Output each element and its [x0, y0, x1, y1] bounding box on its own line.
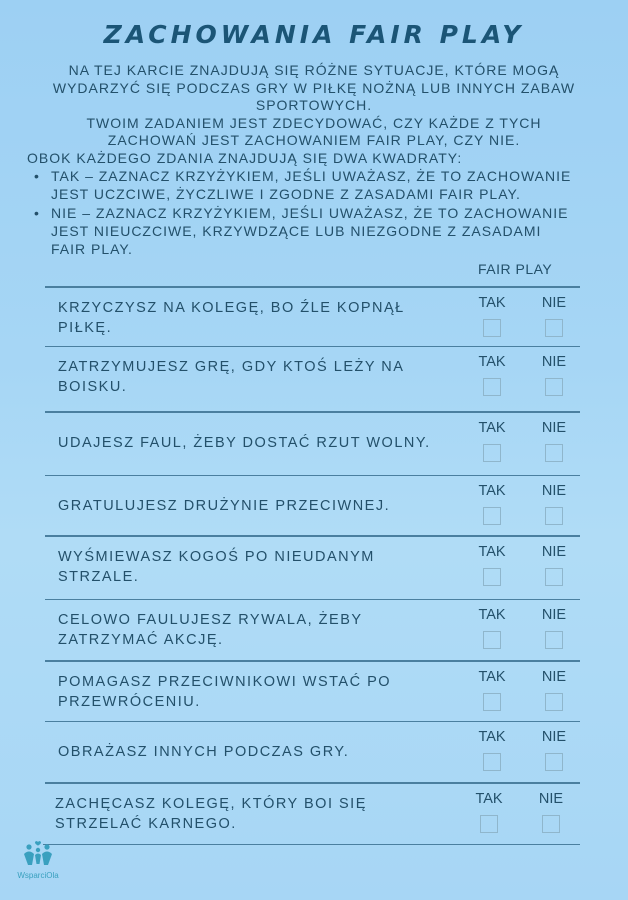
behaviour-text: ZATRZYMUJESZ GRĘ, GDY KTOŚ LEŻY NA BOISKU. [58, 359, 405, 395]
nie-checkbox[interactable] [545, 693, 563, 711]
behaviour-text: KRZYCZYSZ NA KOLEGĘ, BO ŹLE KOPNĄŁ PIŁKĘ. [58, 299, 405, 336]
intro-line: ZACHOWAŃ JEST ZACHOWANIEM FAIR PLAY, CZY NIE. [107, 132, 521, 148]
nie-checkbox[interactable] [545, 444, 563, 462]
logo [14, 840, 62, 880]
page-title: ZACHOWANIA FAIR PLAY [103, 20, 525, 49]
table-row [45, 347, 580, 411]
tak-checkbox[interactable] [483, 444, 501, 462]
behaviour-text: ZACHĘCASZ KOLEGĘ, KTÓRY BOI SIĘ STRZELAĆ KARNEGO. [55, 795, 367, 832]
behaviour-text: GRATULUJESZ DRUŻYNIE PRZECIWNEJ. [58, 498, 391, 514]
tak-label: TAK [475, 790, 503, 807]
behaviour-text: UDAJESZ FAUL, ŻEBY DOSTAĆ RZUT WOLNY. [58, 434, 431, 451]
instruction-tak: • TAK – ZAZNACZ KRZYŻYKIEM, JEŚLI UWAŻASZ, ŻE TO ZACHOWANIE JEST UCZCIWE, ŻYCZLIWE I ZGODNE Z ZASADAMI FAIR PLAY. [34, 168, 572, 202]
fair-play-column-header: FAIR PLAY [478, 261, 553, 277]
table-row [45, 600, 580, 660]
tak-label: TAK [478, 419, 506, 436]
intro-text [20, 62, 608, 150]
tak-checkbox[interactable] [483, 693, 501, 711]
table-row [45, 476, 580, 535]
tak-checkbox[interactable] [483, 378, 501, 396]
logo-label: WsparciOla [17, 871, 59, 880]
nie-label: NIE [541, 419, 567, 436]
nie-label: NIE [541, 607, 567, 623]
tak-label: TAK [478, 729, 506, 745]
nie-checkbox[interactable] [545, 507, 563, 525]
behaviour-table [45, 286, 580, 845]
nie-label: NIE [541, 354, 567, 370]
instructions-list [32, 167, 602, 259]
instruction-nie: • NIE – ZAZNACZ KRZYŻYKIEM, JEŚLI UWAŻASZ, ŻE TO ZACHOWANIE JEST NIEUCZCIWE, KRZYWDZĄCE LUB NIEZGODNE Z ZASADAMI FAIR PLAY. [34, 205, 569, 257]
table-row [45, 722, 580, 782]
behaviour-text: WYŚMIEWASZ KOGOŚ PO NIEUDANYM STRZALE. [58, 548, 375, 585]
behaviour-text: OBRAŻASZ INNYCH PODCZAS GRY. [58, 744, 350, 760]
intro-line: TWOIM ZADANIEM JEST ZDECYDOWAĆ, CZY KAŻDE Z TYCH [86, 114, 542, 131]
table-row [45, 784, 580, 844]
table-row [45, 288, 580, 346]
nie-checkbox[interactable] [545, 378, 563, 396]
table-row [45, 413, 580, 475]
tak-label: TAK [478, 354, 506, 370]
tak-label: TAK [478, 668, 506, 685]
bullet-icon: • [34, 168, 40, 184]
tak-label: TAK [478, 483, 506, 499]
nie-label: NIE [541, 668, 567, 685]
tak-checkbox[interactable] [483, 753, 501, 771]
table-row [45, 537, 580, 599]
intro-line: SPORTOWYCH. [255, 97, 373, 113]
nie-label: NIE [538, 790, 564, 807]
nie-checkbox[interactable] [545, 631, 563, 649]
tak-checkbox[interactable] [483, 507, 501, 525]
nie-label: NIE [541, 483, 567, 499]
nie-checkbox[interactable] [545, 319, 563, 337]
nie-label: NIE [541, 543, 567, 560]
behaviour-text: CELOWO FAULUJESZ RYWALA, ŻEBY ZATRZYMAĆ AKCJĘ. [58, 612, 363, 648]
family-heart-icon [23, 840, 53, 866]
tak-checkbox[interactable] [483, 631, 501, 649]
instructions-lead: OBOK KAŻDEGO ZDANIA ZNAJDUJĄ SIĘ DWA KWADRATY: [27, 150, 463, 166]
tak-checkbox[interactable] [483, 568, 501, 586]
intro-line: NA TEJ KARCIE ZNAJDUJĄ SIĘ RÓŻNE SYTUACJE, KTÓRE MOGĄ [68, 62, 560, 78]
tak-label: TAK [478, 607, 506, 623]
table-row [45, 662, 580, 721]
tak-label: TAK [478, 543, 506, 560]
nie-checkbox[interactable] [542, 815, 560, 833]
nie-checkbox[interactable] [545, 568, 563, 586]
nie-label: NIE [541, 294, 567, 311]
tak-label: TAK [478, 294, 506, 311]
row-divider [43, 844, 580, 846]
nie-checkbox[interactable] [545, 753, 563, 771]
behaviour-text: POMAGASZ PRZECIWNIKOWI WSTAĆ PO PRZEWRÓCENIU. [58, 673, 392, 710]
tak-checkbox[interactable] [483, 319, 501, 337]
tak-checkbox[interactable] [480, 815, 498, 833]
bullet-icon: • [34, 205, 40, 221]
nie-label: NIE [541, 729, 567, 745]
intro-line: WYDARZYĆ SIĘ PODCZAS GRY W PIŁKĘ NOŻNĄ LUB INNYCH ZABAW [52, 79, 576, 96]
